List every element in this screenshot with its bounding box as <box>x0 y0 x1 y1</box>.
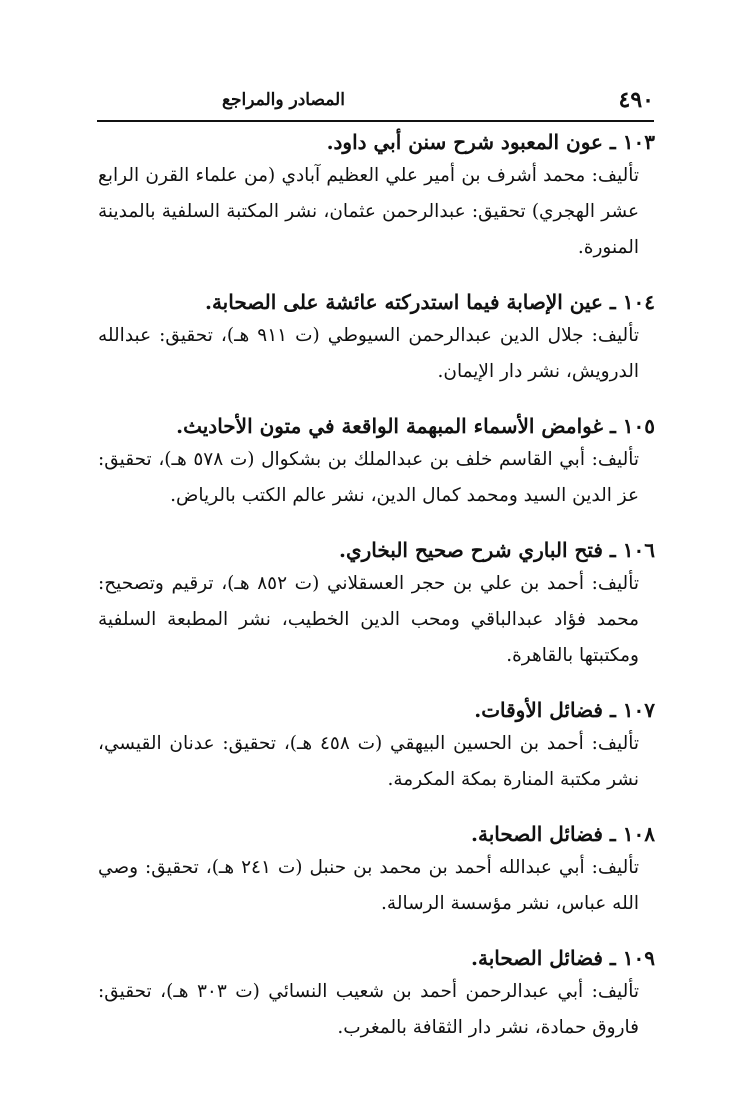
entry-title: ١٠٤ ـ عين الإصابة فيما استدركته عائشة على الصحابة. <box>205 290 655 314</box>
entry-details: تأليف: أبي القاسم خلف بن عبدالملك بن بشكوال (ت ٥٧٨ هـ)، تحقيق: عز الدين السيد ومحمد كمال الدين، نشر عالم الكتب بالرياض. <box>98 449 639 506</box>
entry-details: تأليف: أبي عبدالله أحمد بن محمد بن حنبل (ت ٢٤١ هـ)، تحقيق: وصي الله عباس، نشر مؤسسة الرسالة. <box>98 857 640 914</box>
entry-title: ١٠٨ ـ فضائل الصحابة. <box>471 822 655 846</box>
entry-details: تأليف: أحمد بن الحسين البيهقي (ت ٤٥٨ هـ)، تحقيق: عدنان القيسي، نشر مكتبة المنارة بمكة المكرمة. <box>98 733 639 790</box>
header-rule <box>97 120 654 122</box>
entry-details: تأليف: محمد أشرف بن أمير علي العظيم آبادي (من علماء القرن الرابع عشر الهجري) تحقيق: عبدالرحمن عثمان، نشر المكتبة السلفية بالمدينة المنورة. <box>98 165 639 258</box>
bibliography-entry-104 <box>98 286 655 390</box>
entry-title: ١٠٦ ـ فتح الباري شرح صحيح البخاري. <box>339 538 655 562</box>
bibliography-entry-109 <box>98 942 655 1046</box>
page-number: ٤٩٠ <box>618 87 654 113</box>
entry-title: ١٠٩ ـ فضائل الصحابة. <box>471 946 655 970</box>
entry-title: ١٠٥ ـ غوامض الأسماء المبهمة الواقعة في متون الأحاديث. <box>176 414 655 438</box>
bibliography-entry-103 <box>98 126 655 266</box>
page-header <box>97 88 654 112</box>
bibliography-entry-106 <box>98 534 655 674</box>
bibliography-entry-108 <box>98 818 655 922</box>
entry-title: ١٠٣ ـ عون المعبود شرح سنن أبي داود. <box>326 130 655 154</box>
bibliography-entry-107 <box>98 694 655 798</box>
entry-details: تأليف: أبي عبدالرحمن أحمد بن شعيب النسائي (ت ٣٠٣ هـ)، تحقيق: فاروق حمادة، نشر دار الثقافة بالمغرب. <box>98 981 640 1038</box>
running-title: المصادر والمراجع <box>222 90 345 110</box>
entry-title: ١٠٧ ـ فضائل الأوقات. <box>474 698 655 722</box>
bibliography-list <box>98 126 655 1066</box>
bibliography-entry-105 <box>98 410 655 514</box>
entry-details: تأليف: جلال الدين عبدالرحمن السيوطي (ت ٩١١ هـ)، تحقيق: عبدالله الدرويش، نشر دار الإيمان. <box>98 325 639 382</box>
entry-details: تأليف: أحمد بن علي بن حجر العسقلاني (ت ٨٥٢ هـ)، ترقيم وتصحيح: محمد فؤاد عبدالباقي ومحب الدين الخطيب، نشر المطبعة السلفية ومكتبتها بالقاهرة. <box>98 573 639 666</box>
